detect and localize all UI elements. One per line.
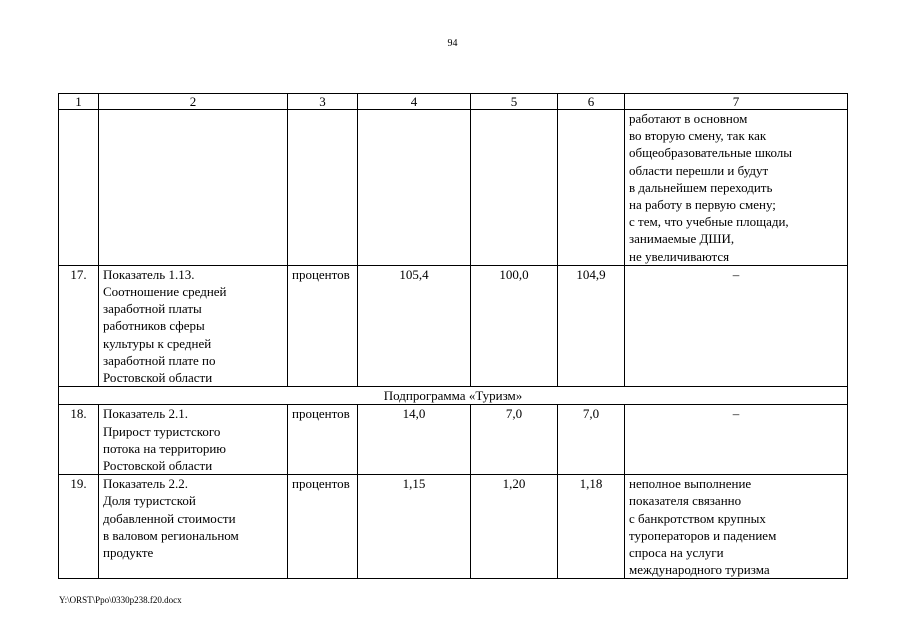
table-row-18 xyxy=(59,405,848,475)
indicator-name-line: добавленной стоимости xyxy=(103,510,236,526)
indicator-name-cell xyxy=(99,265,288,386)
note-line: с тем, что учебные площади, xyxy=(629,214,789,230)
row-number: 18. xyxy=(59,405,99,475)
column-header: 2 xyxy=(99,94,288,110)
indicator-name-line: Показатель 1.13. xyxy=(103,266,195,282)
row-number: 17. xyxy=(59,265,99,386)
indicator-name-line: работников сферы xyxy=(103,318,205,334)
column-header: 6 xyxy=(558,94,625,110)
note-cell: – xyxy=(625,405,848,475)
table-cell xyxy=(99,110,288,266)
table-row-continuation xyxy=(59,110,848,266)
table-cell xyxy=(558,110,625,266)
value-cell: 7,0 xyxy=(558,405,625,475)
note-line: показателя связанно xyxy=(629,493,742,509)
note-line: международного туризма xyxy=(629,562,770,578)
value-cell: 1,20 xyxy=(471,475,558,579)
table-row-17 xyxy=(59,265,848,386)
note-cell xyxy=(625,110,848,266)
table-cell xyxy=(358,110,471,266)
value-cell: 1,15 xyxy=(358,475,471,579)
note-line: в дальнейшем переходить xyxy=(629,179,773,195)
indicator-name-line: Показатель 2.2. xyxy=(103,476,188,492)
note-line: работают в основном xyxy=(629,111,748,126)
table-row-19 xyxy=(59,475,848,579)
section-row xyxy=(59,387,848,405)
table-cell xyxy=(59,110,99,266)
column-header: 4 xyxy=(358,94,471,110)
table-cell xyxy=(471,110,558,266)
value-cell: 7,0 xyxy=(471,405,558,475)
table-cell xyxy=(288,110,358,266)
indicator-name-line: Показатель 2.1. xyxy=(103,406,188,422)
indicator-name-cell xyxy=(99,405,288,475)
indicator-name-line: заработной платы xyxy=(103,301,202,317)
unit-cell: процентов xyxy=(288,405,358,475)
value-cell: 104,9 xyxy=(558,265,625,386)
indicator-name-line: Доля туристской xyxy=(103,493,196,509)
note-cell xyxy=(625,475,848,579)
note-line: во вторую смену, так как xyxy=(629,128,767,144)
table-header-row xyxy=(59,94,848,110)
column-header: 5 xyxy=(471,94,558,110)
note-cell: – xyxy=(625,265,848,386)
indicator-name-line: продукте xyxy=(103,545,154,561)
indicator-name-line: потока на территорию xyxy=(103,440,226,456)
note-line: не увеличиваются xyxy=(629,248,730,264)
column-header: 7 xyxy=(625,94,848,110)
column-header: 1 xyxy=(59,94,99,110)
indicator-name-line: в валовом региональном xyxy=(103,527,239,543)
indicator-name-line: заработной плате по xyxy=(103,352,216,368)
page-number: 94 xyxy=(447,38,458,49)
file-path-footer: Y:\ORST\Ppo\0330p238.f20.docx xyxy=(59,595,182,605)
value-cell: 100,0 xyxy=(471,265,558,386)
note-line: спроса на услуги xyxy=(629,545,724,561)
column-header: 3 xyxy=(288,94,358,110)
unit-cell: процентов xyxy=(288,475,358,579)
note-line: с банкротством крупных xyxy=(629,510,766,526)
note-line: на работу в первую смену; xyxy=(629,197,776,213)
note-line: занимаемые ДШИ, xyxy=(629,231,735,247)
note-line: туроператоров и падением xyxy=(629,527,777,543)
indicator-name-cell xyxy=(99,475,288,579)
value-cell: 105,4 xyxy=(358,265,471,386)
indicator-name-line: Соотношение средней xyxy=(103,284,227,300)
indicator-name-line: Ростовской области xyxy=(103,458,213,474)
indicator-name-line: Ростовской области xyxy=(103,370,213,386)
value-cell: 1,18 xyxy=(558,475,625,579)
value-cell: 14,0 xyxy=(358,405,471,475)
indicator-name-line: Прирост туристского xyxy=(103,423,221,439)
row-number: 19. xyxy=(59,475,99,579)
note-line: неполное выполнение xyxy=(629,476,752,492)
note-line: области перешли и будут xyxy=(629,162,769,178)
note-line: общеобразовательные школы xyxy=(629,145,793,161)
indicators-table xyxy=(58,93,848,579)
section-title: Подпрограмма «Туризм» xyxy=(59,387,848,405)
unit-cell: процентов xyxy=(288,265,358,386)
indicator-name-line: культуры к средней xyxy=(103,335,212,351)
